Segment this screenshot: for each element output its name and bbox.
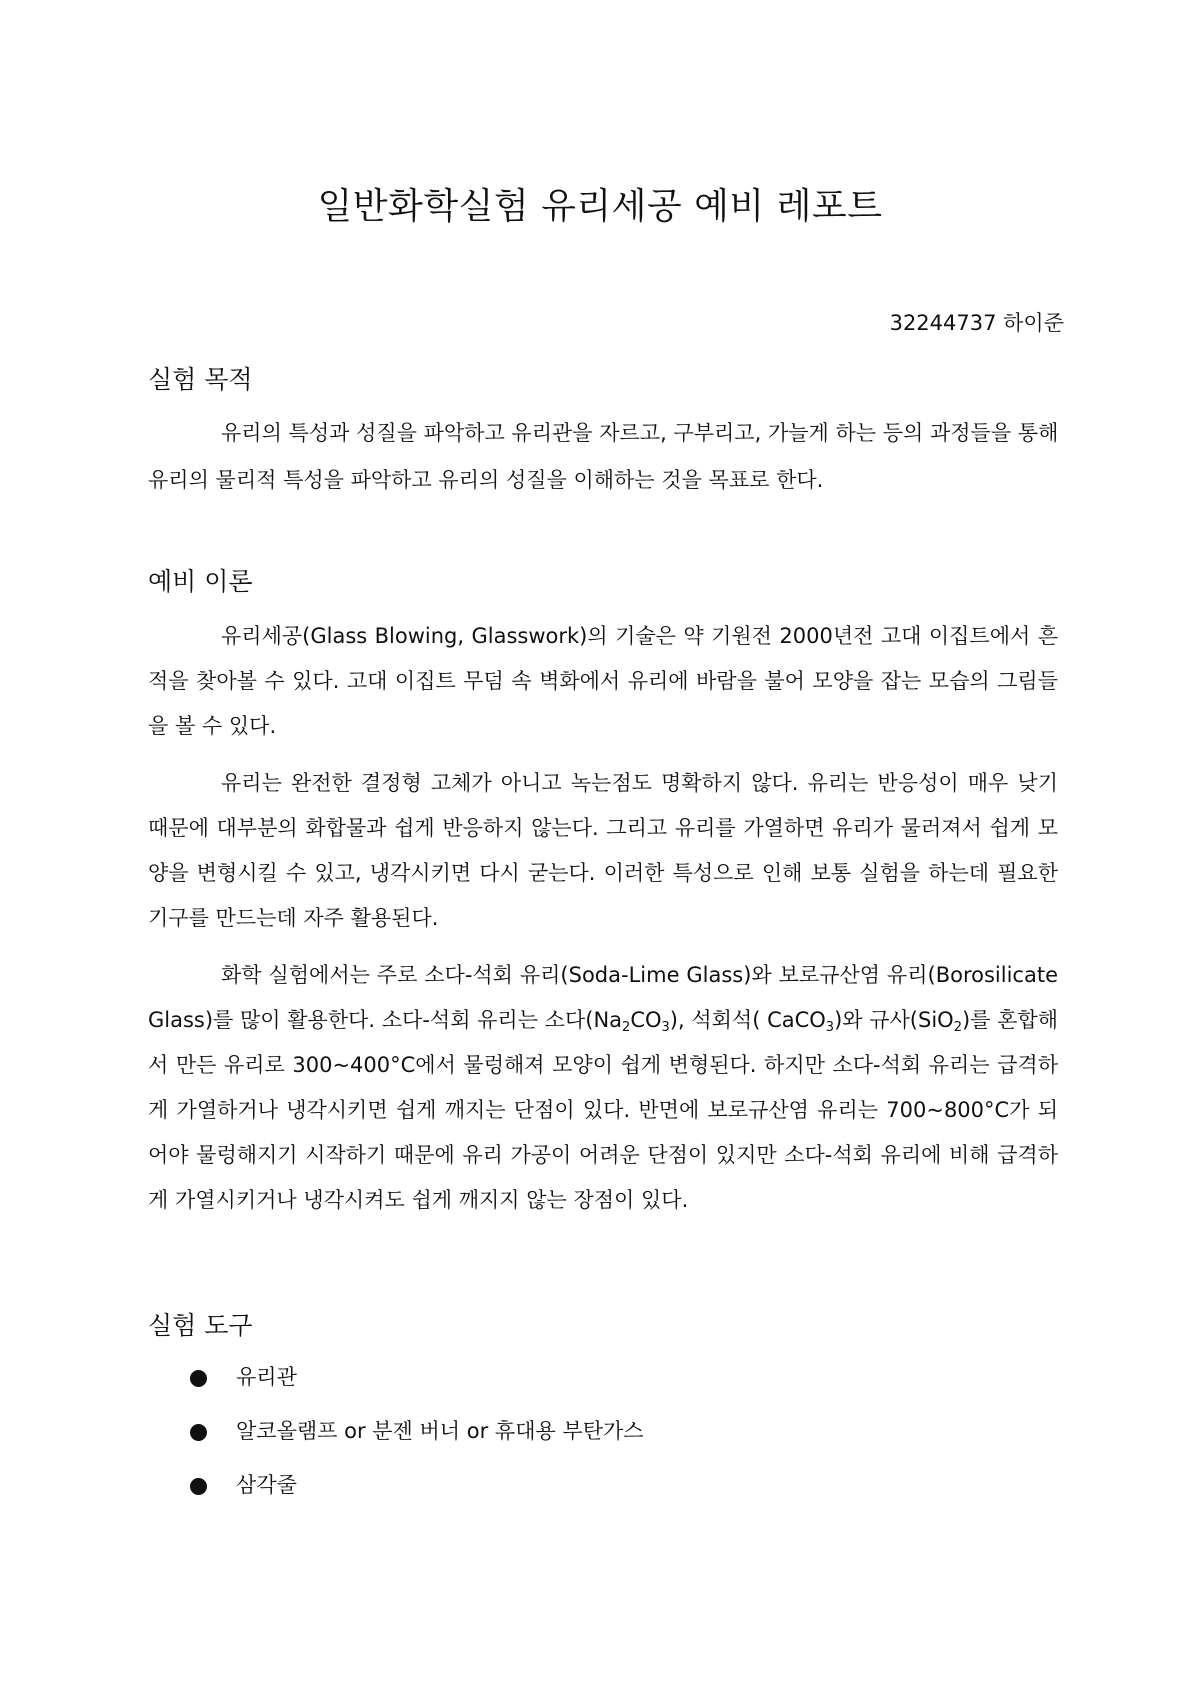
list-item (190, 1416, 644, 1470)
section-heading-tools: 실험 도구 (148, 1311, 253, 1340)
tool-item-label: 삼각줄 (236, 1473, 297, 1497)
bullet-icon (190, 1424, 207, 1441)
section-heading-purpose: 실험 목적 (148, 365, 253, 394)
theory-paragraph-history: 유리세공(Glass Blowing, Glasswork)의 기술은 약 기원전 2000년전 고대 이집트에서 흔적을 찾아볼 수 있다. 고대 이집트 무덤 속 벽화에서 유리에 바람을 불어 모양을 잡는 모습의 그림들을 볼 수 있다. (148, 624, 1058, 738)
tool-item-label: 유리관 (236, 1365, 297, 1389)
theory-body (148, 614, 1058, 1235)
theory-paragraph-properties: 유리는 완전한 결정형 고체가 아니고 녹는점도 명확하지 않다. 유리는 반응성이 매우 낮기 때문에 대부분의 화합물과 쉽게 반응하지 않는다. 그리고 유리를 가열하면 유리가 물러져서 쉽게 모양을 변형시킬 수 있고, 냉각시키면 다시 굳는다. 이러한 특성으로 인해 보통 실험을 하는데 필요한 기구를 만드는데 자주 활용된다. (148, 771, 1058, 930)
glass-types-text-4: )와 규사(SiO (834, 1008, 954, 1032)
bullet-icon (190, 1478, 207, 1495)
glass-types-text-3: ), 석회석( CaCO (669, 1008, 826, 1032)
document-title: 일반화학실험 유리세공 예비 레포트 (317, 186, 883, 227)
glass-types-text-2: CO (630, 1008, 662, 1032)
glass-types-text-5: )를 혼합해서 만든 유리로 300~400°C에서 물렁해져 모양이 쉽게 변형된다. 하지만 소다-석회 유리는 급격하게 가열하거나 냉각시키면 쉽게 깨지는 단점이 있다. 반면에 보로규산염 유리는 700~800°C가 되어야 물렁해지기 시작하기 때문에 유리 가공이 어려운 단점이 있지만 소다-석회 유리에 비해 급격하게 가열시키거나 냉각시켜도 쉽게 깨지지 않는 장점이 있다. (148, 1008, 1058, 1212)
na2-subscript: 2 (622, 1020, 631, 1035)
author-line: 32244737 하이준 (889, 311, 1064, 335)
co3-subscript: 3 (661, 1020, 670, 1035)
tools-list (190, 1362, 644, 1524)
list-item (190, 1362, 644, 1416)
section-heading-theory: 예비 이론 (148, 567, 253, 596)
glass-types-text-1: 화학 실험에서는 주로 소다-석회 유리(Soda-Lime Glass)와 보로규산염 유리(Borosilicate Glass)를 많이 활용한다. 소다-석회 유리는 소다(Na (148, 963, 1058, 1032)
tool-item-label: 알코올램프 or 분젠 버너 or 휴대용 부탄가스 (236, 1419, 644, 1443)
purpose-paragraph: 유리의 특성과 성질을 파악하고 유리관을 자르고, 구부리고, 가늘게 하는 등의 과정들을 통해 유리의 물리적 특성을 파악하고 유리의 성질을 이해하는 것을 목표로 한다. (148, 421, 1059, 492)
list-item (190, 1470, 644, 1524)
bullet-icon (190, 1370, 207, 1387)
sio2-subscript: 2 (953, 1020, 962, 1035)
theory-paragraph-glass-types (148, 953, 1058, 1223)
caco3-subscript: 3 (825, 1020, 835, 1035)
